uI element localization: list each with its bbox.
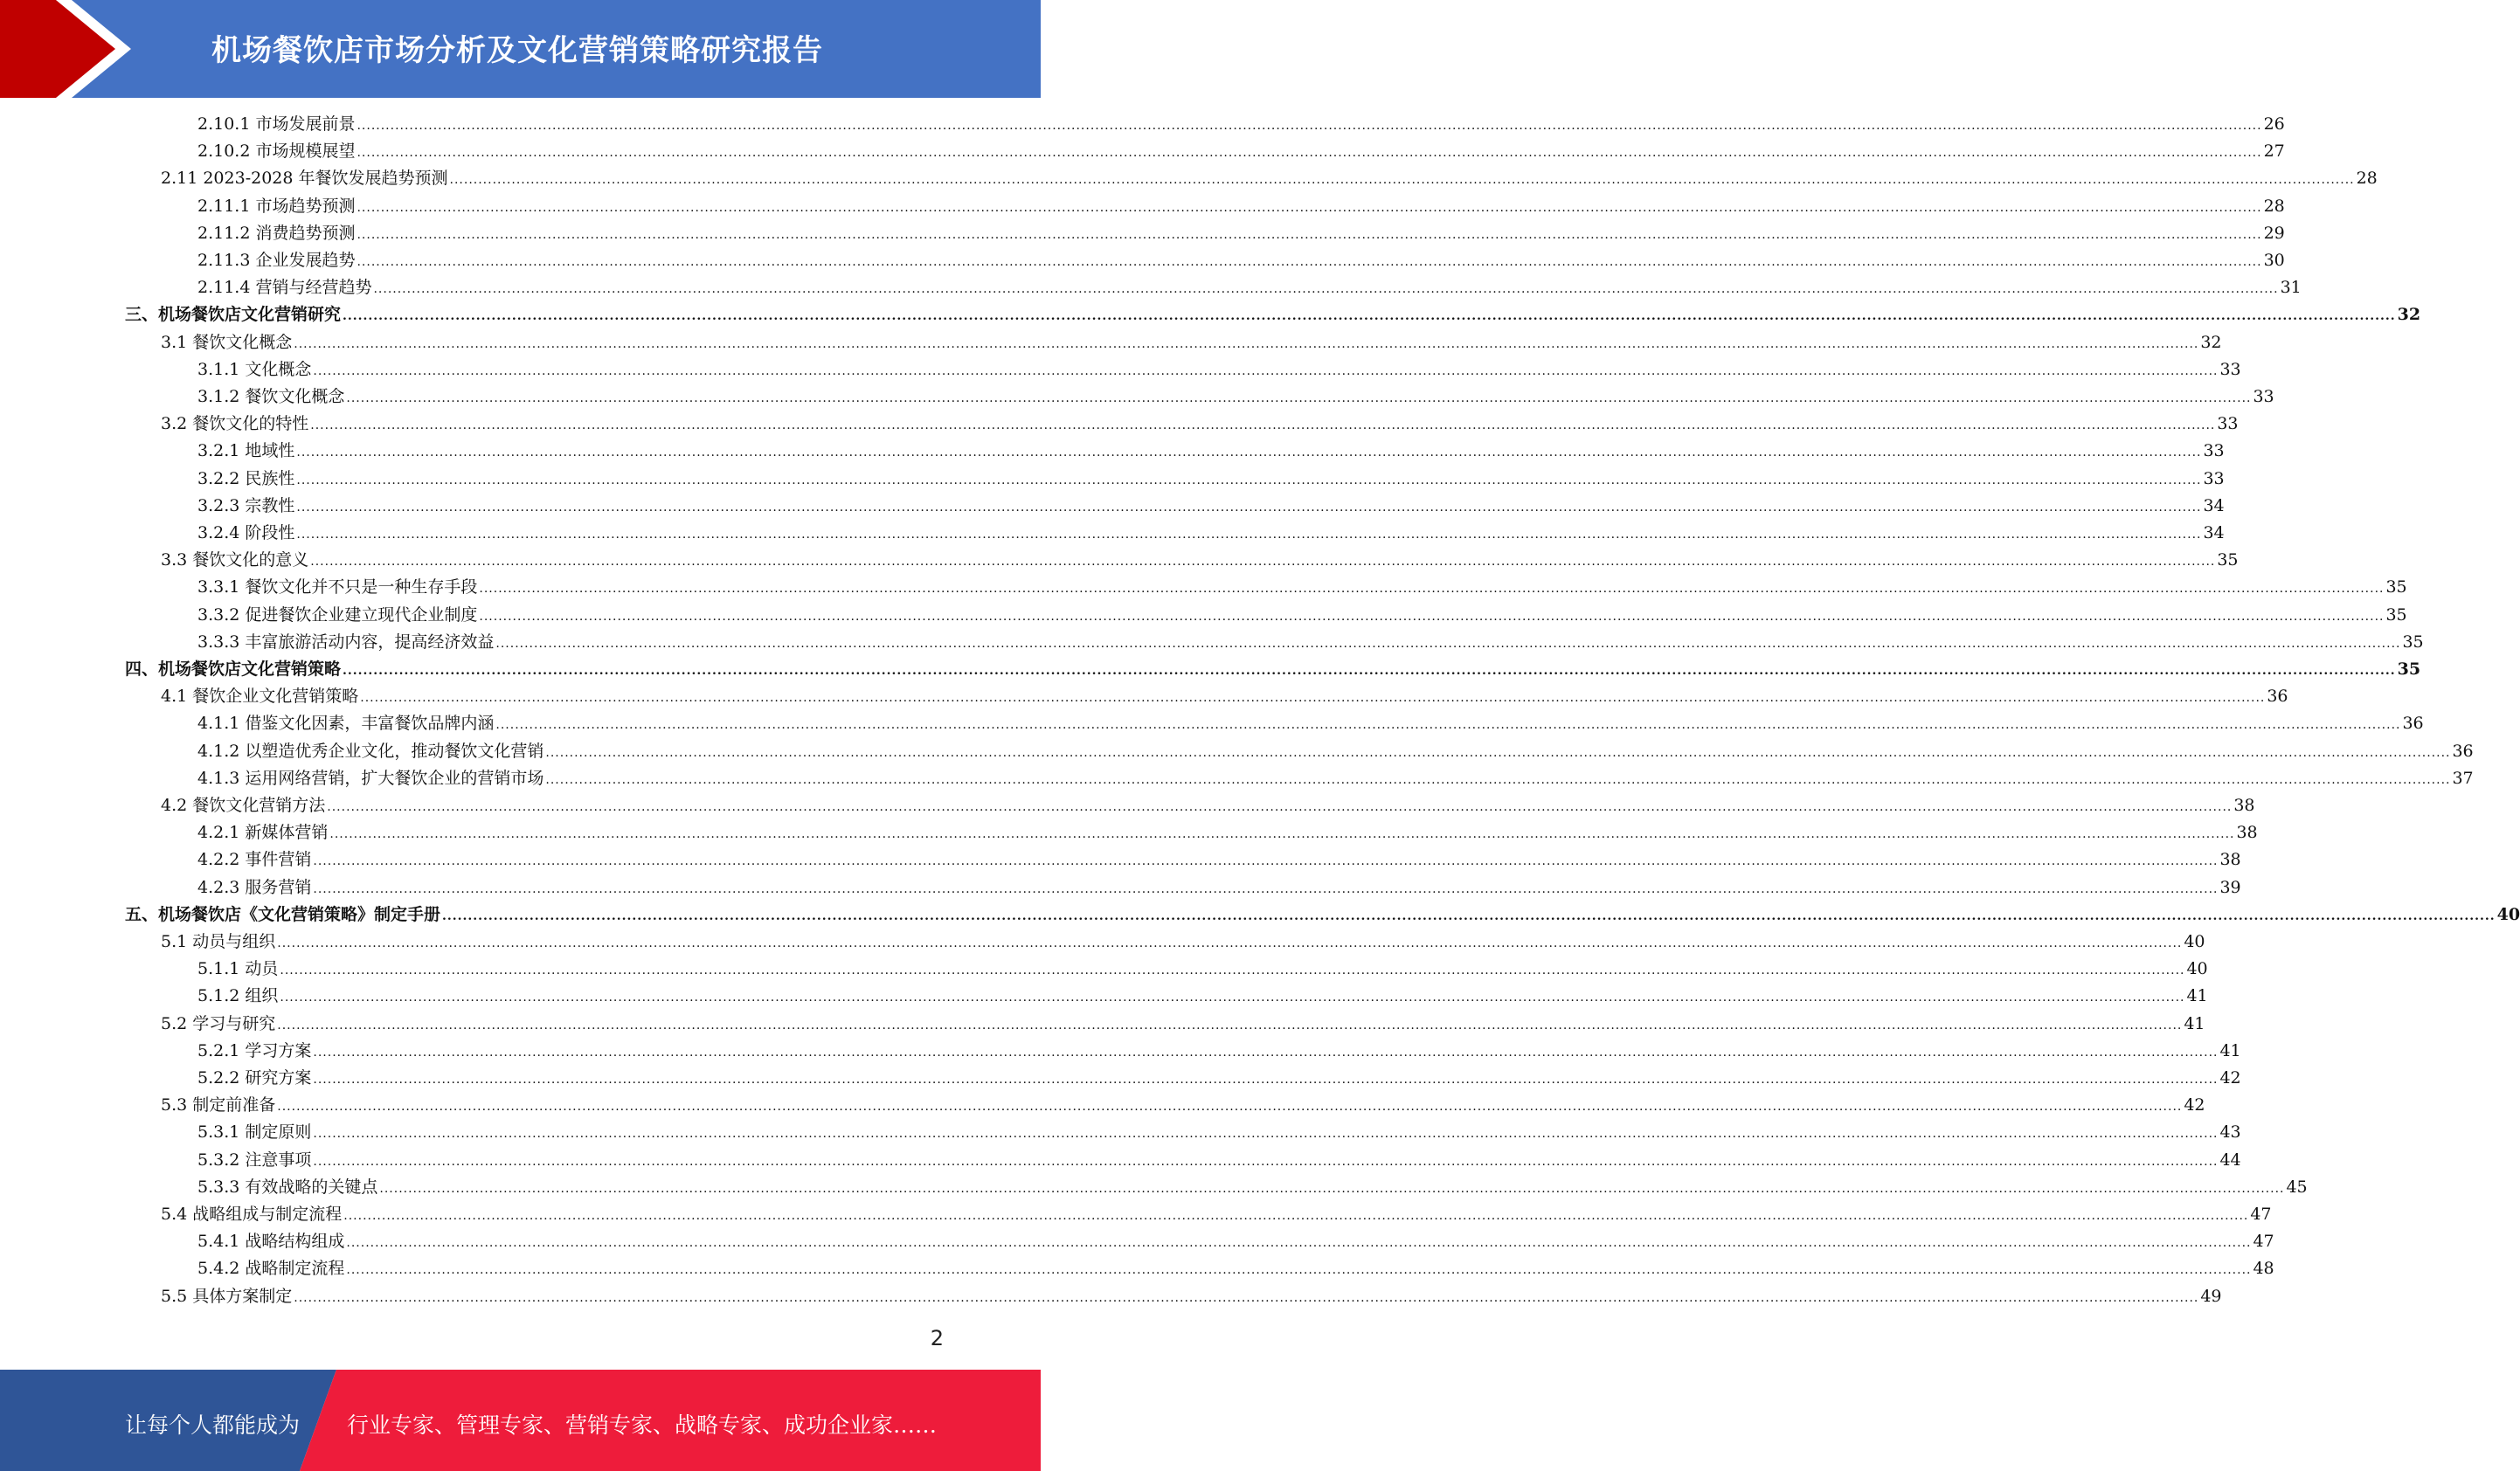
toc-entry[interactable] — [197, 493, 2225, 520]
toc-entry-page: 35 — [2217, 550, 2239, 570]
toc-entry-page: 42 — [2219, 1068, 2241, 1088]
toc-entry[interactable] — [161, 683, 2288, 710]
toc-dot-leader: ................................................................................................................................................................................................................................................................................................................................................................................................................ — [343, 1209, 2249, 1223]
toc-entry[interactable] — [161, 1201, 2272, 1228]
toc-entry-page: 30 — [2263, 251, 2285, 270]
toc-entry[interactable] — [197, 710, 2424, 737]
toc-entry-label: 4.1.3 运用网络营销，扩大餐饮企业的营销市场 — [197, 769, 544, 788]
toc-entry-label: 5.4.1 战略结构组成 — [197, 1232, 345, 1251]
toc-entry[interactable] — [161, 1011, 2205, 1038]
toc-entry-label: 5.3 制定前准备 — [161, 1095, 276, 1115]
toc-entry-page: 33 — [2253, 387, 2274, 406]
footer-slogan-right: 行业专家、管理专家、营销专家、战略专家、成功企业家…… — [347, 1412, 938, 1438]
toc-entry[interactable] — [197, 220, 2285, 247]
toc-entry[interactable] — [161, 929, 2205, 956]
toc-entry[interactable] — [197, 1065, 2241, 1092]
toc-entry[interactable] — [197, 574, 2407, 601]
toc-entry-page: 35 — [2385, 605, 2407, 625]
toc-dot-leader: ................................................................................................................................................................................................................................................................................................................................................................................................................ — [280, 991, 2185, 1005]
toc-entry[interactable] — [197, 438, 2225, 465]
toc-entry-page: 33 — [2203, 441, 2225, 460]
toc-dot-leader: ................................................................................................................................................................................................................................................................................................................................................................................................................ — [313, 1046, 2219, 1060]
toc-entry[interactable] — [197, 1119, 2241, 1146]
toc-entry[interactable] — [197, 138, 2285, 165]
toc-dot-leader: ................................................................................................................................................................................................................................................................................................................................................................................................................ — [294, 337, 2199, 351]
toc-entry[interactable] — [197, 1255, 2274, 1282]
toc-entry-page: 33 — [2203, 469, 2225, 488]
toc-dot-leader: ................................................................................................................................................................................................................................................................................................................................................................................................................ — [357, 119, 2262, 133]
toc-entry-page: 47 — [2253, 1232, 2274, 1251]
toc-entry-page: 40 — [2496, 905, 2520, 924]
toc-entry-label: 3.1 餐饮文化概念 — [161, 333, 293, 352]
toc-dot-leader: ................................................................................................................................................................................................................................................................................................................................................................................................................ — [495, 718, 2401, 732]
toc-entry-label: 2.11 2023-2028 年餐饮发展趋势预测 — [161, 169, 448, 188]
toc-entry[interactable] — [125, 656, 2421, 683]
toc-entry[interactable] — [125, 901, 2520, 929]
toc-entry-page: 44 — [2219, 1150, 2241, 1170]
toc-dot-leader: ................................................................................................................................................................................................................................................................................................................................................................................................................ — [479, 582, 2385, 596]
toc-entry-page: 36 — [2267, 687, 2288, 706]
toc-entry[interactable] — [125, 301, 2421, 328]
toc-entry-label: 4.1.2 以塑造优秀企业文化，推动餐饮文化营销 — [197, 742, 544, 761]
toc-entry[interactable] — [197, 520, 2225, 547]
toc-entry-page: 38 — [2219, 850, 2241, 869]
toc-entry-label: 5.2 学习与研究 — [161, 1014, 276, 1033]
toc-entry-label: 4.2.2 事件营销 — [197, 850, 312, 869]
toc-entry-label: 2.11.2 消费趋势预测 — [197, 224, 356, 243]
report-title: 机场餐饮店市场分析及文化营销策略研究报告 — [211, 33, 823, 68]
toc-entry-page: 49 — [2200, 1287, 2222, 1306]
toc-dot-leader: ................................................................................................................................................................................................................................................................................................................................................................................................................ — [296, 528, 2202, 542]
toc-dot-leader: ................................................................................................................................................................................................................................................................................................................................................................................................................ — [296, 473, 2202, 487]
toc-entry[interactable] — [197, 846, 2241, 874]
toc-entry-label: 2.11.3 企业发展趋势 — [197, 251, 356, 270]
toc-entry-label: 2.11.1 市场趋势预测 — [197, 197, 356, 216]
toc-entry[interactable] — [197, 111, 2285, 138]
toc-entry-page: 36 — [2452, 742, 2474, 761]
toc-entry[interactable] — [161, 411, 2239, 438]
toc-entry-label: 4.2.1 新媒体营销 — [197, 823, 329, 842]
toc-entry[interactable] — [197, 874, 2241, 901]
toc-entry-label: 5.4.2 战略制定流程 — [197, 1259, 345, 1278]
toc-entry-page: 32 — [2200, 333, 2222, 352]
toc-entry-page: 45 — [2286, 1177, 2308, 1197]
toc-dot-leader: ................................................................................................................................................................................................................................................................................................................................................................................................................ — [313, 854, 2219, 868]
toc-dot-leader: ................................................................................................................................................................................................................................................................................................................................................................................................................ — [277, 1100, 2183, 1114]
toc-dot-leader: ................................................................................................................................................................................................................................................................................................................................................................................................................ — [327, 800, 2233, 814]
toc-entry[interactable] — [197, 193, 2285, 220]
toc-dot-leader: ................................................................................................................................................................................................................................................................................................................................................................................................................ — [310, 418, 2216, 432]
toc-entry[interactable] — [197, 466, 2225, 493]
toc-entry-label: 5.3.3 有效战略的关键点 — [197, 1177, 378, 1197]
toc-dot-leader: ................................................................................................................................................................................................................................................................................................................................................................................................................ — [545, 746, 2451, 760]
toc-dot-leader: ................................................................................................................................................................................................................................................................................................................................................................................................................ — [296, 501, 2202, 515]
toc-entry-page: 34 — [2203, 523, 2225, 542]
toc-entry-label: 五、机场餐饮店《文化营销策略》制定手册 — [125, 905, 441, 924]
toc-entry-page: 43 — [2219, 1122, 2241, 1142]
toc-dot-leader: ................................................................................................................................................................................................................................................................................................................................................................................................................ — [313, 1127, 2219, 1141]
toc-dot-leader: ................................................................................................................................................................................................................................................................................................................................................................................................................ — [373, 282, 2279, 296]
toc-dot-leader: ................................................................................................................................................................................................................................................................................................................................................................................................................ — [310, 555, 2216, 569]
toc-entry-label: 4.1.1 借鉴文化因素，丰富餐饮品牌内涵 — [197, 714, 495, 733]
toc-entry-label: 5.1 动员与组织 — [161, 932, 276, 951]
toc-entry-page: 40 — [2184, 932, 2205, 951]
toc-entry-label: 5.5 具体方案制定 — [161, 1287, 293, 1306]
toc-dot-leader: ................................................................................................................................................................................................................................................................................................................................................................................................................ — [296, 445, 2202, 459]
toc-entry-label: 四、机场餐饮店文化营销策略 — [125, 660, 342, 679]
page-header — [0, 0, 1041, 98]
toc-entry-label: 3.1.1 文化概念 — [197, 360, 312, 379]
toc-dot-leader: ................................................................................................................................................................................................................................................................................................................................................................................................................ — [346, 1236, 2252, 1250]
toc-entry-page: 38 — [2236, 823, 2258, 842]
toc-entry-label: 5.3.2 注意事项 — [197, 1150, 312, 1170]
toc-entry-label: 5.3.1 制定原则 — [197, 1122, 312, 1142]
toc-entry[interactable] — [161, 792, 2255, 819]
toc-entry-label: 3.3 餐饮文化的意义 — [161, 550, 309, 570]
toc-entry-label: 3.3.1 餐饮文化并不只是一种生存手段 — [197, 577, 478, 597]
toc-entry-page: 38 — [2233, 796, 2255, 815]
toc-entry[interactable] — [197, 383, 2274, 411]
toc-entry-label: 5.1.1 动员 — [197, 959, 279, 978]
toc-dot-leader: ................................................................................................................................................................................................................................................................................................................................................................................................................ — [357, 255, 2262, 269]
toc-entry-page: 48 — [2253, 1259, 2274, 1278]
toc-dot-leader: ................................................................................................................................................................................................................................................................................................................................................................................................................ — [313, 364, 2219, 378]
toc-dot-leader: ................................................................................................................................................................................................................................................................................................................................................................................................................ — [442, 909, 2496, 923]
arrow-ribbon-decoration — [0, 0, 140, 98]
toc-entry-page: 26 — [2263, 114, 2285, 134]
toc-entry-page: 35 — [2402, 632, 2424, 652]
toc-entry-page: 41 — [2184, 1014, 2205, 1033]
toc-entry-page: 33 — [2219, 360, 2241, 379]
page-number: 2 — [930, 1326, 944, 1350]
toc-dot-leader: ................................................................................................................................................................................................................................................................................................................................................................................................................ — [294, 1291, 2199, 1305]
footer-slogan-left: 让每个人都能成为 — [125, 1412, 301, 1438]
toc-entry[interactable] — [197, 1174, 2308, 1201]
toc-dot-leader: ................................................................................................................................................................................................................................................................................................................................................................................................................ — [343, 309, 2396, 323]
toc-entry-label: 3.2.3 宗教性 — [197, 496, 295, 515]
toc-entry-page: 35 — [2397, 660, 2421, 679]
toc-dot-leader: ................................................................................................................................................................................................................................................................................................................................................................................................................ — [346, 1263, 2252, 1277]
toc-entry-label: 3.2 餐饮文化的特性 — [161, 414, 309, 433]
toc-dot-leader: ................................................................................................................................................................................................................................................................................................................................................................................................................ — [357, 228, 2262, 242]
toc-dot-leader: ................................................................................................................................................................................................................................................................................................................................................................................................................ — [280, 963, 2185, 977]
toc-entry[interactable] — [161, 329, 2222, 356]
toc-entry[interactable] — [197, 1147, 2241, 1174]
toc-entry-label: 3.3.3 丰富旅游活动内容，提高经济效益 — [197, 632, 495, 652]
toc-entry-page: 42 — [2184, 1095, 2205, 1115]
toc-entry-label: 5.2.2 研究方案 — [197, 1068, 312, 1088]
toc-entry[interactable] — [161, 1092, 2205, 1119]
toc-entry-page: 34 — [2203, 496, 2225, 515]
toc-entry[interactable] — [197, 765, 2474, 792]
toc-entry[interactable] — [197, 819, 2258, 846]
toc-dot-leader: ................................................................................................................................................................................................................................................................................................................................................................................................................ — [479, 610, 2385, 624]
toc-entry-label: 2.11.4 营销与经营趋势 — [197, 278, 372, 297]
toc-entry[interactable] — [197, 956, 2208, 983]
toc-entry-label: 2.10.2 市场规模展望 — [197, 142, 356, 161]
toc-entry-label: 3.2.1 地域性 — [197, 441, 295, 460]
toc-dot-leader: ................................................................................................................................................................................................................................................................................................................................................................................................................ — [277, 1019, 2183, 1032]
toc-dot-leader: ................................................................................................................................................................................................................................................................................................................................................................................................................ — [357, 201, 2262, 215]
toc-entry-label: 2.10.1 市场发展前景 — [197, 114, 356, 134]
toc-entry[interactable] — [197, 629, 2424, 656]
toc-entry-label: 4.2.3 服务营销 — [197, 878, 312, 897]
toc-entry-page: 41 — [2186, 986, 2208, 1005]
toc-entry-label: 5.4 战略组成与制定流程 — [161, 1205, 343, 1224]
toc-entry-page: 35 — [2385, 577, 2407, 597]
toc-dot-leader: ................................................................................................................................................................................................................................................................................................................................................................................................................ — [357, 146, 2262, 160]
page-footer — [0, 1370, 1041, 1471]
toc-entry-page: 47 — [2250, 1205, 2272, 1224]
toc-dot-leader: ................................................................................................................................................................................................................................................................................................................................................................................................................ — [329, 827, 2235, 841]
toc-entry-page: 33 — [2217, 414, 2239, 433]
toc-entry-page: 27 — [2263, 142, 2285, 161]
toc-entry-page: 32 — [2397, 305, 2421, 324]
toc-entry[interactable] — [197, 1038, 2241, 1065]
toc-entry[interactable] — [161, 165, 2378, 192]
toc-entry-page: 37 — [2452, 769, 2474, 788]
toc-entry-label: 3.1.2 餐饮文化概念 — [197, 387, 345, 406]
toc-entry-label: 3.2.4 阶段性 — [197, 523, 295, 542]
toc-dot-leader: ................................................................................................................................................................................................................................................................................................................................................................................................................ — [495, 637, 2401, 651]
toc-dot-leader: ................................................................................................................................................................................................................................................................................................................................................................................................................ — [313, 1155, 2219, 1169]
toc-entry-page: 29 — [2263, 224, 2285, 243]
toc-dot-leader: ................................................................................................................................................................................................................................................................................................................................................................................................................ — [379, 1182, 2285, 1196]
toc-entry-label: 3.3.2 促进餐饮企业建立现代企业制度 — [197, 605, 478, 625]
toc-entry[interactable] — [197, 983, 2208, 1010]
toc-entry[interactable] — [161, 547, 2239, 574]
toc-entry-page: 41 — [2219, 1041, 2241, 1060]
toc-dot-leader: ................................................................................................................................................................................................................................................................................................................................................................................................................ — [277, 936, 2183, 950]
toc-entry-label: 3.2.2 民族性 — [197, 469, 295, 488]
toc-entry-page: 31 — [2280, 278, 2302, 297]
toc-dot-leader: ................................................................................................................................................................................................................................................................................................................................................................................................................ — [449, 173, 2355, 187]
toc-dot-leader: ................................................................................................................................................................................................................................................................................................................................................................................................................ — [313, 882, 2219, 896]
toc-entry[interactable] — [197, 274, 2302, 301]
toc-entry-page: 39 — [2219, 878, 2241, 897]
toc-dot-leader: ................................................................................................................................................................................................................................................................................................................................................................................................................ — [346, 391, 2252, 405]
toc-entry-label: 4.2 餐饮文化营销方法 — [161, 796, 326, 815]
toc-dot-leader: ................................................................................................................................................................................................................................................................................................................................................................................................................ — [313, 1073, 2219, 1087]
toc-entry-page: 28 — [2263, 197, 2285, 216]
toc-dot-leader: ................................................................................................................................................................................................................................................................................................................................................................................................................ — [360, 691, 2266, 705]
toc-entry-label: 5.1.2 组织 — [197, 986, 279, 1005]
toc-entry-label: 4.1 餐饮企业文化营销策略 — [161, 687, 359, 706]
toc-entry[interactable] — [197, 602, 2407, 629]
toc-entry[interactable] — [161, 1283, 2222, 1310]
toc-entry-page: 40 — [2186, 959, 2208, 978]
toc-entry-page: 28 — [2356, 169, 2378, 188]
toc-dot-leader: ................................................................................................................................................................................................................................................................................................................................................................................................................ — [343, 664, 2396, 678]
toc-entry-page: 36 — [2402, 714, 2424, 733]
toc-entry-label: 三、机场餐饮店文化营销研究 — [125, 305, 342, 324]
toc-entry[interactable] — [197, 738, 2474, 765]
toc-dot-leader: ................................................................................................................................................................................................................................................................................................................................................................................................................ — [545, 773, 2451, 787]
toc-entry[interactable] — [197, 1228, 2274, 1255]
toc-entry[interactable] — [197, 356, 2241, 383]
toc-entry[interactable] — [197, 247, 2285, 274]
toc-entry-label: 5.2.1 学习方案 — [197, 1041, 312, 1060]
